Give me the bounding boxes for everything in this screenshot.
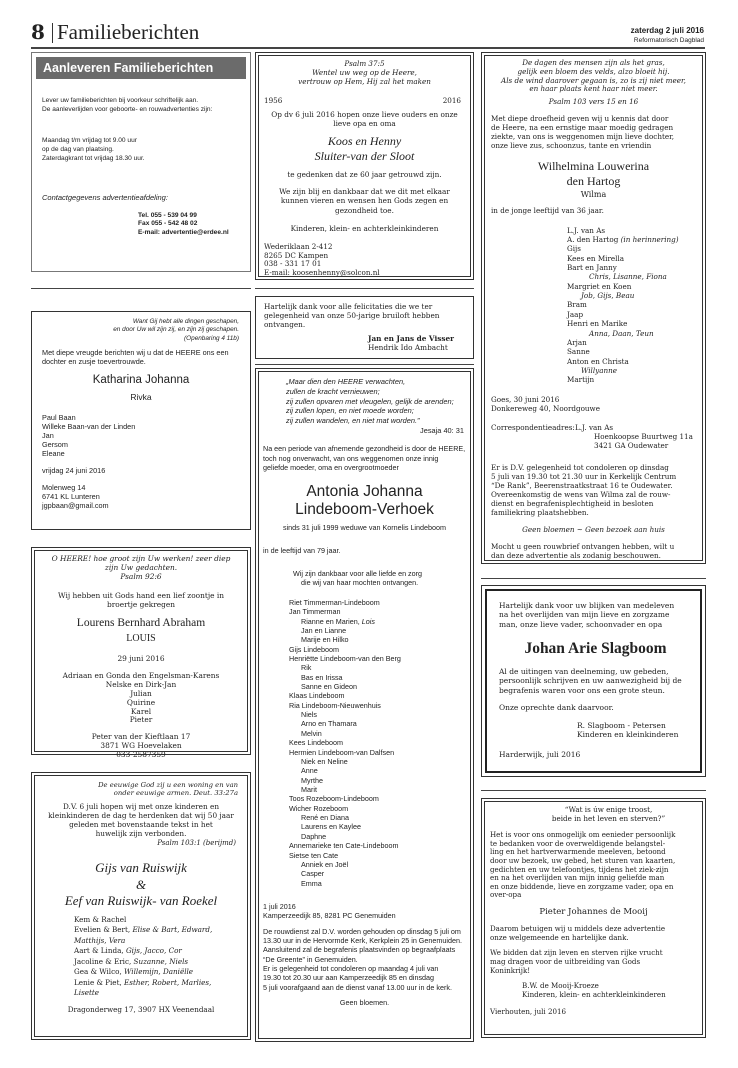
family-member: Kees en Mirella [567,253,625,263]
antonia-notice [255,368,474,1042]
header-paper: Reformatorisch Dagblad [633,37,704,44]
notice-date: 29 juni 2016 [117,653,165,663]
verse-line: en haar plaats kent haar niet meer. [529,84,658,94]
thanks-text: ling en het hartverwarmende meeleven, betoond [490,847,666,857]
family-member: Marit [301,784,317,794]
family-member: Willyanne [581,366,618,375]
condolence-info: 5 juli van 19.30 tot 21.30 uur in Kerkelijk Centrum [491,471,677,481]
gijs-notice [31,772,251,1040]
address-line: 8265 DC Kampen [264,250,329,260]
verse-reference: Psalm 103:1 (berijmd) [157,839,236,848]
place-date: Vierhouten, juli 2016 [490,1007,567,1017]
section-title: Familieberichten [57,20,200,44]
thanks-text: Daarom betuigen wij u middels deze advertentie [490,924,666,933]
family-member: Jan [42,430,54,440]
katharina-notice [31,311,251,530]
family-member: Ria Lindeboom-Nieuwenhuis [289,700,381,710]
family-member: Sietse ten Cate [289,850,339,860]
age-note: in de jonge leeftijd van 36 jaar. [491,206,604,216]
deceased-name: Pieter Johannes de Mooij [539,907,648,918]
address-line: 3871 WG Hoevelaken [100,741,182,751]
family-member: Kem & Rachel [74,915,127,925]
email-address[interactable]: E-mail: koosenhenny@solcon.nl [264,267,380,277]
thanks-text: Koninkrijk! [490,965,531,975]
family-member: Casper [301,869,325,879]
deceased-name: Lindeboom-Verhoek [295,501,434,519]
family-member: Jan en Lianne [301,625,347,635]
verse-line: De dagen des mensen zijn als het gras, [522,58,665,67]
family-member: Sanne [567,347,590,357]
place-date: Goes, 30 juni 2016 [491,394,560,404]
verse-line: Want Gij hebt alle dingen geschapen, [132,318,239,325]
verse-line: zullen de kracht vernieuwen; [286,386,380,396]
family-member: Sanne en Gideon [301,682,357,692]
column-rule [481,790,706,791]
deceased-nickname: Wilma [580,190,607,200]
anniversary-text: D.V. 6 juli hopen wij met onze kinderen en [62,802,220,812]
family-member: Gersom [42,439,68,449]
thanks-text: te bedanken voor de overweldigende belangstel- [490,838,666,848]
thanks-text: gelegenheid van onze 50-jarige bruiloft hebben [264,311,440,321]
header-divider [52,23,53,43]
family-member: Kees Lindeboom [289,738,343,748]
family-member: Jan Timmerman [289,607,341,617]
address-line: 3421 GA Oudewater [594,440,669,450]
thanks-text: persoonlijk schrijven en uw aanwezigheid bij de [499,676,682,686]
place-date: Harderwijk, juli 2016 [499,750,581,760]
verse-reference: Jesaja 40: 31 [420,425,464,435]
mooij-thanks [481,798,706,1038]
thanks-text: ontvangen. [264,320,306,330]
flowers-note: Geen bloemen. [339,998,390,1008]
place-name: Hendrik Ido Ambacht [368,343,448,353]
family-member: Henriëtte Lindeboom-van den Berg [289,653,401,663]
anniversary-text: kunnen vieren en wensen hen Gods zegen en [280,196,449,206]
family-member: Anne [301,766,318,776]
condolence-info: Er is D.V. gelegenheid tot condoleren op dinsdag [491,462,669,472]
address-line: Wederiklaan 2-412 [264,241,333,251]
child-name: Lourens Bernhard Abraham [76,617,206,630]
address-line: Hoenkoopse Buurtweg 11a [594,431,693,441]
phone-number: 038 - 331 17 01 [264,259,322,269]
thanks-text: We bidden dat zijn leven en sterven rijke vrucht [490,948,663,958]
family-member: Anniek en Joël [301,859,349,869]
family-member: Myrthe [301,775,323,785]
email-address[interactable]: jgpbaan@gmail.com [42,501,109,511]
family-member: Bas en Irissa [301,672,343,682]
family-member: Gijs Lindeboom [289,644,339,654]
family-member: Anton en Christa [567,356,629,366]
verse-reference: (Openbaring 4 11b) [184,334,239,342]
lourens-notice [31,547,251,760]
anniversary-text: We zijn blij en dankbaar dat we dit met elkaar [279,187,450,197]
verse-reference: Psalm 103 vers 15 en 16 [548,97,639,107]
service-info: 13.30 uur in de Hervormde Kerk, Kerkplein 25 in Genemuiden. [263,936,462,946]
aanleveren-text: De aanleverlijden voor geboorte- en rouwadvertenties zijn: [42,105,213,113]
family-list [482,216,705,385]
obituary-intro: ziekte, van ons is weggenomen mijn lieve dochter, [491,131,675,141]
couple-name: Koos en Henny [327,134,402,149]
anniversary-text: geleden met bovenstaande tekst in het [69,819,213,829]
family-member: Annemarieke ten Cate-Lindeboom [289,841,399,851]
deceased-name: Antonia Johanna [306,482,423,500]
thanks-text: en onze biddende, lieve en zorgzame vader, opa en [490,881,674,891]
family-member: Evelien & Bert, Elise & Bart, Edward, [74,925,213,935]
verse-line: onder eeuwige armen. Deut. 33:27a [113,789,238,798]
couple-name: Jan en Jans de Visser [368,334,454,344]
service-info: De rouwdienst zal D.V. worden gehouden op dinsdag 5 juli om [263,926,461,936]
thanks-text: begrafenis waren voor ons een grote steun. [499,685,665,695]
aanleveren-text: Zaterdagkrant tot vrijdag 18.30 uur. [42,154,145,162]
family-member: Arno en Thamara [301,719,357,729]
contact-heading: Contactgegevens advertentieafdeling: [42,193,168,203]
birth-intro: Wij hebben uit Gods hand een lief zoontje in [58,590,224,600]
visser-thanks [255,296,474,359]
family-member: Wicher Rozeboom [289,803,349,813]
thanks-text: gedichten en uw telefoontjes, tijdens het ziek-zijn [490,864,669,874]
deceased-name: Johan Arie Slagboom [524,640,667,658]
family-member: Daphne [301,831,327,841]
contact-fax: Fax 055 - 542 48 02 [138,220,198,228]
birth-intro: Met diepe vreugde berichten wij u dat de HEERE ons een dochter en zusje toevertrouwde. [42,347,229,367]
gratitude-text: die wij van haar mochten ontvangen. [301,578,419,588]
family-member: Matthijs, Vera [74,935,126,945]
thanks-text: Hartelijk dank voor uw blijken van medeleven [499,601,675,610]
condolence-info: “De Rank”, Beerenstraatkstraat 16 te Oudewater. [491,480,673,490]
family-member: Rianne en Marien, Lois [301,616,375,626]
family-member: Arjan [567,337,587,347]
deceased-name: den Hartog [566,173,621,188]
address-line: Peter van der Kieftlaan 17 [91,732,191,742]
family-member: L.J. van As [567,225,606,235]
closing-note: dan deze advertentie als zodanig beschouwen. [491,550,661,560]
anniversary-text: kleinkinderen de dag te herdenken dat wij 50 jaar [48,811,234,821]
family-signature: Kinderen, klein- en achterkleinkinderen [290,223,439,233]
family-member: Paul Baan [42,412,76,422]
family-member: Melvin [301,728,322,738]
condolence-info: familiekring plaatshebben. [491,507,589,517]
couple-name: Gijs van Ruiswijk [95,860,187,876]
verse-line: O HEERE! hoe groot zijn Uw werken! zeer diep [51,554,231,563]
condolence-info: Overeenkomstig de wens van Wilma zal de rouw- [491,489,671,499]
obituary-intro: onze lieve zus, schoonzus, tante en vriendin [491,140,652,150]
thanks-text: Onze oprechte dank daarvoor. [499,703,614,713]
aanleveren-text: Maandag t/m vrijdag tot 9.00 uur [42,136,137,144]
anniversary-text: lieve opa en oma [333,119,396,129]
condolence-info: 19.30 tot 20.30 uur aan Kamperzeedijk 85 en dinsdag [263,973,435,983]
obituary-intro: toch nog onverwacht, van ons weggenomen onze innig [263,453,439,463]
verse-reference: Psalm 37:5 [344,59,385,68]
family-member: Riet Timmerman-Lindeboom [289,597,380,607]
thanks-text: Hartelijk dank voor alle felicitaties die we ter [264,302,433,311]
aanleveren-text: Lever uw familieberichten bij voorkeur schriftelijk aan. [42,97,199,104]
year-end: 2016 [442,96,461,105]
family-member: Jaap [567,309,584,319]
family-member: Lenie & Piet, Esther, Robert, Marlies, [74,977,212,987]
family-member: Lisette [74,988,100,998]
family-signature: Kinderen en kleinkinderen [577,730,679,740]
address-line: Molenweg 14 [42,483,86,493]
thanks-text: mag dragen voor de uitbreiding van Gods [490,956,641,966]
notice-date: vrijdag 24 juni 2016 [42,466,106,476]
couple-name: Eef van Ruiswijk- van Roekel [64,892,218,908]
verse-line: zij zullen opvaren met vleugelen, gelijk de arenden; [286,396,454,406]
family-member: Chris, Lisanne, Fiona [589,272,667,282]
family-member: Klaas Lindeboom [289,691,345,701]
verse-line: Als de wind daarover gegaan is, zo is zij niet meer, [501,75,686,85]
page-number: 8 [31,20,45,44]
child-name: Katharina Johanna [92,373,190,386]
family-member: Job, Gijs, Beau [581,291,635,301]
family-signature: R. Slagboom - Petersen [577,720,666,730]
family-member: Anna, Daan, Teun [589,328,654,338]
thanks-text: man, onze lieve vader, schoonvader en opa [499,619,663,629]
address-line: Kamperzeedijk 85, 8281 PC Genemuiden [263,911,396,921]
contact-email[interactable]: E-mail: advertentie@erdee.nl [138,229,229,237]
thanks-text: Het is voor ons onmogelijk om eenieder persoonlijk [490,830,676,839]
verse-line: gelijk een bloem des velds, alzo bloeit hij. [517,66,670,76]
family-member: Aart & Linda, Gijs, Jacco, Cor [74,946,182,956]
gratitude-text: Wij zijn dankbaar voor alle liefde en zorg [293,568,423,578]
family-member: René en Diana [301,813,349,823]
widow-note: sinds 31 juli 1999 weduwe van Kornelis Lindeboom [282,523,447,533]
family-member: Gea & Wilco, Willemijn, Daniëlle [74,967,194,977]
condolence-info: Er is gelegenheid tot condoleren op maandag 4 juli van [263,964,439,974]
family-member: Martijn [567,375,595,385]
couple-name: Sluiter-van der Sloot [314,148,415,163]
verse-line: De eeuwige God zij u een woning en van [98,781,238,789]
deceased-name: Wilhelmina Louwerina [537,158,650,173]
column-rule [481,578,706,579]
verse-reference: Psalm 92:6 [120,571,162,581]
anniversary-text: Op dv 6 juli 2016 hopen onze lieve ouders en onze [271,110,458,119]
phone-number: 033-2587359 [116,750,166,760]
family-member: Nelske en Dirk-Jan [105,679,177,689]
family-member: Pieter [129,715,153,725]
ampersand: & [135,876,147,892]
family-signature: B.W. de Mooij-Kroeze [522,981,599,991]
correspondence-label: Correspondentieadres: [491,422,575,432]
family-member: Toos Rozeboom-Lindeboom [289,794,379,804]
family-member: Willeke Baan-van der Linden [42,421,136,431]
flowers-note: Geen bloemen ~ Geen bezoek aan huis [522,524,665,534]
family-member: Jacoline & Eric, Suzanne, Niels [74,956,189,966]
condolence-info: 5 juli voorafgaand aan de dienst vanaf 13.00 uur in de kerk. [263,982,453,992]
condolence-info: dienst en begrafenisplechtigheid in besloten [491,498,654,508]
verse-line: zijn Uw gedachten. [104,562,178,572]
aanleveren-box [31,52,251,272]
age-note: in de leeftijd van 79 jaar. [263,545,341,555]
address-line: Donkereweg 40, Noordgouwe [491,403,600,413]
family-member: Quirine [126,697,156,707]
family-member: Bart en Janny [567,263,617,273]
aanleveren-title: Aanleveren Familieberichten [36,57,246,79]
address-line: 6741 KL Lunteren [42,492,100,502]
wilhelmina-notice [481,52,706,564]
family-member: Hermien Lindeboom-van Dalfsen [289,747,395,757]
child-nickname: LOUIS [126,632,156,644]
family-member: Marije en Hilko [301,635,349,645]
family-member: Rik [301,663,312,673]
birth-intro: broertje gekregen [107,599,175,609]
family-member: Karel [130,706,152,716]
koos-notice [255,52,474,280]
family-member: Henri en Marike [567,319,628,329]
verse-line: vertrouw op Hem, Hij zal het maken [298,77,431,86]
service-info: “De Greente” in Genemuiden. [263,954,358,964]
column-rule [255,288,474,289]
verse-line: Wentel uw weg op de Heere, [312,68,417,77]
family-signature: Kinderen, klein- en achterkleinkinderen [522,989,666,999]
verse-line: „Maar dien den HEERE verwachten, [286,377,406,386]
thanks-text: en na het overlijden van mijn innig geliefde man [490,873,665,883]
family-member: Emma [301,878,322,888]
closing-note: Mocht u geen rouwbrief ontvangen hebben, wilt u [491,541,675,551]
family-member: Eleane [42,448,65,458]
family-member: Bram [567,300,587,310]
family-member: A. den Hartog (in herinnering) [567,234,679,244]
column-rule [31,288,251,289]
verse-line: beide in het leven en sterven?” [551,814,666,823]
thanks-text: na het overlijden van mijn lieve en zorgzame [499,610,670,620]
child-nickname: Rivka [130,391,152,402]
header-rule [31,47,705,49]
verse-line: zij zullen lopen, en niet moede worden; [286,406,414,416]
thanks-text: over-opa [490,890,522,900]
contact-tel: Tel. 055 - 539 04 99 [138,211,197,219]
obituary-intro: Na een periode van afnemende gezondheid is door de HEERE, [263,444,466,454]
notice-date: 1 juli 2016 [263,901,296,911]
year-start: 1956 [264,96,283,105]
thanks-text: door uw bezoek, uw gebed, het sturen van kaarten, [490,855,676,865]
obituary-intro: geliefde moeder, oma en overgrootmoeder [263,463,399,473]
address-line: L.J. van As [575,422,614,432]
verse-line: zij zullen wandelen, en niet mat worden.” [286,416,420,426]
family-list [256,588,473,888]
family-member: Gijs [567,244,581,254]
family-member: Margriet en Koen [567,281,632,291]
service-info: Aansluitend zal de begrafenis plaatsvinden op begraafplaats [263,945,456,955]
aanleveren-text: op de dag van plaatsing. [42,145,114,153]
anniversary-text: te gedenken dat ze 60 jaar getrouwd zijn. [287,170,442,179]
obituary-intro: de Heere, na een ernstige maar moedig gedragen [491,122,674,132]
verse-line: en door Uw wil zijn zij, en zijn zij geschapen. [113,326,239,334]
thanks-text: onze welgemeende en hartelijke dank. [490,932,629,942]
anniversary-text: huwelijk zijn verbonden. [95,828,187,838]
family-member: Julian [130,688,152,698]
anniversary-text: gezondheid toe. [335,205,394,215]
header-date: zaterdag 2 juli 2016 [630,26,704,35]
obituary-intro: Met diepe droefheid geven wij u kennis dat door [491,113,669,123]
thanks-text: Al de uitingen van deelneming, uw gebeden, [499,666,669,676]
address-line: Dragonderweg 17, 3907 HX Veenendaal [67,1004,215,1014]
family-member: Niek en Neline [301,756,348,766]
family-member: Adriaan en Gonda den Engelsman-Karens [62,671,220,681]
column-rule [255,364,474,365]
family-member: Laurens en Kaylee [301,822,361,832]
family-member: Niels [301,710,317,720]
verse-line: “Wat is úw enige troost, [564,805,653,814]
slagboom-thanks [481,585,706,777]
